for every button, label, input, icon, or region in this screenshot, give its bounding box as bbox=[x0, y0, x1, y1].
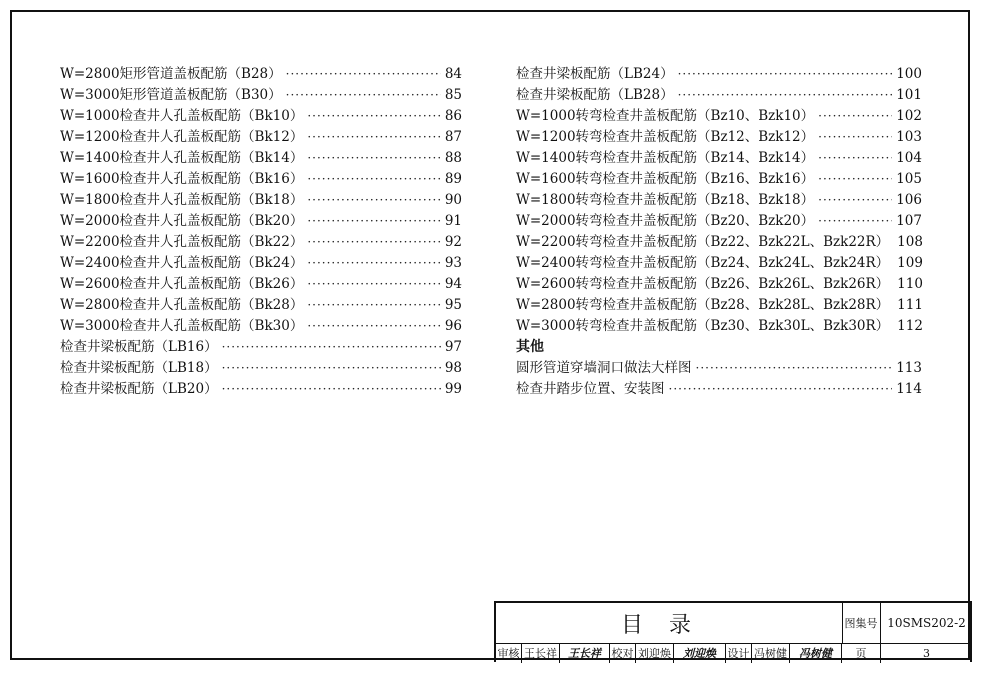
toc-entry-title: W=2600检查井人孔盖板配筋（Bk26） bbox=[60, 276, 304, 292]
toc-entry bbox=[516, 316, 922, 337]
toc-entry-page: 94 bbox=[444, 276, 462, 292]
review-label: 审核 bbox=[496, 644, 522, 663]
toc-entry-title: W=1200检查井人孔盖板配筋（Bk12） bbox=[60, 129, 304, 145]
design-label: 设计 bbox=[726, 644, 752, 663]
toc-entry bbox=[516, 274, 922, 295]
dot-leader bbox=[222, 379, 441, 400]
toc-entry-title: W=2000检查井人孔盖板配筋（Bk20） bbox=[60, 213, 304, 229]
toc-entry bbox=[60, 379, 462, 400]
toc-entry-title: W=2400转弯检查井盖板配筋（Bz24、Bzk24L、Bzk24R） bbox=[516, 255, 890, 271]
dot-leader bbox=[307, 295, 440, 316]
reviewer-signature: 王长祥 bbox=[560, 644, 610, 663]
toc-entry-title: W=2600转弯检查井盖板配筋（Bz26、Bzk26L、Bzk26R） bbox=[516, 276, 890, 292]
toc-entry bbox=[516, 169, 922, 190]
toc-entry-page: 92 bbox=[444, 234, 462, 250]
toc-entry-title: W=2400检查井人孔盖板配筋（Bk24） bbox=[60, 255, 304, 271]
toc-entry-page: 85 bbox=[444, 87, 462, 103]
dot-leader bbox=[307, 232, 440, 253]
dot-leader bbox=[307, 316, 440, 337]
toc-entry bbox=[516, 358, 922, 379]
toc-entry bbox=[60, 253, 462, 274]
toc-entry-title: 检查井梁板配筋（LB18） bbox=[60, 360, 218, 376]
toc-right-list-a bbox=[516, 64, 922, 337]
dot-leader bbox=[818, 106, 892, 127]
dot-leader bbox=[307, 274, 440, 295]
dot-leader bbox=[307, 106, 440, 127]
toc-entry-page: 106 bbox=[896, 192, 922, 208]
dot-leader bbox=[307, 253, 440, 274]
toc-entry-title: W=2000转弯检查井盖板配筋（Bz20、Bzk20） bbox=[516, 213, 815, 229]
dot-leader bbox=[222, 337, 441, 358]
toc-entry-page: 88 bbox=[444, 150, 462, 166]
atlas-number-label: 图集号 bbox=[842, 603, 881, 644]
toc-entry-title: W=1600检查井人孔盖板配筋（Bk16） bbox=[60, 171, 304, 187]
dot-leader bbox=[307, 169, 440, 190]
atlas-number: 10SMS202-2 bbox=[881, 603, 972, 644]
toc-entry-page: 90 bbox=[444, 192, 462, 208]
toc-entry-page: 96 bbox=[444, 318, 462, 334]
toc-entry-page: 91 bbox=[444, 213, 462, 229]
toc-entry bbox=[516, 295, 922, 316]
toc-entry-page: 103 bbox=[896, 129, 922, 145]
toc-entry bbox=[516, 211, 922, 232]
toc-entry-page: 84 bbox=[444, 66, 462, 82]
designer-signature: 冯树健 bbox=[790, 644, 842, 663]
dot-leader bbox=[818, 190, 892, 211]
toc-entry bbox=[516, 232, 922, 253]
toc-entry-page: 100 bbox=[896, 66, 922, 82]
page-label: 页 bbox=[842, 644, 881, 663]
toc-entry-page: 111 bbox=[897, 297, 923, 313]
dot-leader bbox=[818, 148, 892, 169]
toc-entry bbox=[516, 253, 922, 274]
checker-signature: 刘迎焕 bbox=[674, 644, 726, 663]
toc-entry bbox=[60, 190, 462, 211]
toc-entry bbox=[60, 295, 462, 316]
toc-entry-page: 99 bbox=[444, 381, 462, 397]
toc-entry-title: W=2800转弯检查井盖板配筋（Bz28、Bzk28L、Bzk28R） bbox=[516, 297, 890, 313]
toc-entry-page: 112 bbox=[897, 318, 923, 334]
dot-leader bbox=[307, 211, 440, 232]
toc-entry-page: 105 bbox=[896, 171, 922, 187]
toc-entry bbox=[60, 274, 462, 295]
toc-entry-title: W=2800矩形管道盖板配筋（B28） bbox=[60, 66, 282, 82]
toc-entry-page: 104 bbox=[896, 150, 922, 166]
drawing-title: 目录 bbox=[496, 603, 843, 644]
toc-entry bbox=[516, 85, 922, 106]
toc-entry bbox=[516, 190, 922, 211]
toc-entry bbox=[60, 169, 462, 190]
title-block bbox=[494, 601, 972, 662]
toc-entry bbox=[60, 64, 462, 85]
reviewer-name: 王长祥 bbox=[522, 644, 560, 663]
toc-entry-page: 101 bbox=[896, 87, 922, 103]
toc-entry-title: W=2200转弯检查井盖板配筋（Bz22、Bzk22L、Bzk22R） bbox=[516, 234, 890, 250]
toc-right-column bbox=[516, 64, 922, 400]
dot-leader bbox=[286, 85, 441, 106]
toc-entry-title: W=2800检查井人孔盖板配筋（Bk28） bbox=[60, 297, 304, 313]
toc-entry bbox=[60, 148, 462, 169]
dot-leader bbox=[818, 169, 892, 190]
toc-entry bbox=[516, 106, 922, 127]
toc-entry bbox=[516, 379, 922, 400]
toc-entry bbox=[516, 64, 922, 85]
dot-leader bbox=[307, 127, 440, 148]
toc-entry-title: 检查井梁板配筋（LB24） bbox=[516, 66, 674, 82]
toc-entry bbox=[60, 106, 462, 127]
toc-entry-title: 检查井踏步位置、安装图 bbox=[516, 381, 665, 397]
designer-name: 冯树健 bbox=[752, 644, 790, 663]
toc-entry-page: 98 bbox=[444, 360, 462, 376]
toc-entry bbox=[516, 127, 922, 148]
toc-entry-title: W=1800检查井人孔盖板配筋（Bk18） bbox=[60, 192, 304, 208]
toc-entry-title: W=1200转弯检查井盖板配筋（Bz12、Bzk12） bbox=[516, 129, 815, 145]
dot-leader bbox=[307, 190, 440, 211]
toc-entry-page: 109 bbox=[897, 255, 923, 271]
toc-right-list-b bbox=[516, 358, 922, 400]
toc-entry bbox=[60, 337, 462, 358]
toc-entry-page: 89 bbox=[444, 171, 462, 187]
page-number: 3 bbox=[923, 647, 930, 660]
toc-entry-title: W=1400转弯检查井盖板配筋（Bz14、Bzk14） bbox=[516, 150, 815, 166]
toc-entry-title: W=1000转弯检查井盖板配筋（Bz10、Bzk10） bbox=[516, 108, 815, 124]
approval-row bbox=[496, 644, 972, 663]
toc-entry-title: W=3000检查井人孔盖板配筋（Bk30） bbox=[60, 318, 304, 334]
toc-entry bbox=[60, 85, 462, 106]
toc-entry-page: 107 bbox=[896, 213, 922, 229]
toc-entry-title: W=2200检查井人孔盖板配筋（Bk22） bbox=[60, 234, 304, 250]
toc-entry bbox=[60, 316, 462, 337]
checker-name: 刘迎焕 bbox=[636, 644, 674, 663]
toc-entry-title: 检查井梁板配筋（LB20） bbox=[60, 381, 218, 397]
toc-entry-title: W=1000检查井人孔盖板配筋（Bk10） bbox=[60, 108, 304, 124]
dot-leader bbox=[818, 211, 892, 232]
dot-leader bbox=[307, 148, 440, 169]
toc-entry bbox=[60, 358, 462, 379]
toc-entry-page: 86 bbox=[444, 108, 462, 124]
dot-leader bbox=[678, 85, 893, 106]
toc-entry-title: W=3000转弯检查井盖板配筋（Bz30、Bzk30L、Bzk30R） bbox=[516, 318, 890, 334]
dot-leader bbox=[286, 64, 441, 85]
toc-entry-page: 95 bbox=[444, 297, 462, 313]
toc-entry-page: 108 bbox=[897, 234, 923, 250]
toc-entry-title: W=3000矩形管道盖板配筋（B30） bbox=[60, 87, 282, 103]
toc-entry-title: W=1400检查井人孔盖板配筋（Bk14） bbox=[60, 150, 304, 166]
toc-entry-page: 113 bbox=[896, 360, 922, 376]
toc-left-column bbox=[60, 64, 462, 400]
toc-entry-page: 110 bbox=[897, 276, 923, 292]
toc-entry-title: 检查井梁板配筋（LB16） bbox=[60, 339, 218, 355]
toc-entry-page: 93 bbox=[444, 255, 462, 271]
toc-entry bbox=[60, 232, 462, 253]
toc-entry-page: 87 bbox=[444, 129, 462, 145]
toc-entry-page: 102 bbox=[896, 108, 922, 124]
toc-entry bbox=[516, 148, 922, 169]
dot-leader bbox=[222, 358, 441, 379]
toc-entry-title: W=1800转弯检查井盖板配筋（Bz18、Bzk18） bbox=[516, 192, 815, 208]
check-label: 校对 bbox=[610, 644, 636, 663]
toc-entry-title: 圆形管道穿墙洞口做法大样图 bbox=[516, 360, 692, 376]
toc-entry-page: 114 bbox=[896, 381, 922, 397]
dot-leader bbox=[669, 379, 893, 400]
dot-leader bbox=[696, 358, 893, 379]
toc-entry-title: 检查井梁板配筋（LB28） bbox=[516, 87, 674, 103]
section-heading: 其他 bbox=[516, 339, 544, 355]
dot-leader bbox=[678, 64, 893, 85]
toc-entry bbox=[60, 211, 462, 232]
toc-entry-title: W=1600转弯检查井盖板配筋（Bz16、Bzk16） bbox=[516, 171, 815, 187]
dot-leader bbox=[818, 127, 892, 148]
toc-entry bbox=[60, 127, 462, 148]
toc-entry-page: 97 bbox=[444, 339, 462, 355]
